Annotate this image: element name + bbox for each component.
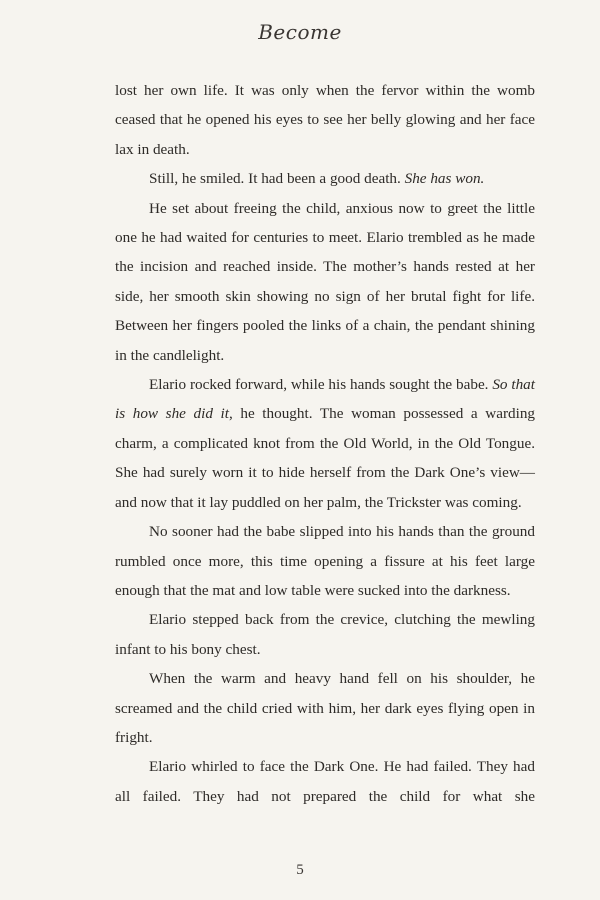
text-run: He set about freeing the child, anxious now to greet the little one he had waited for centuries to meet. Elario trembled as he made the incision and reached inside. The mother’s hands rested at her side, her smooth skin showing no sign of her brutal fight for life. Between her fingers pooled the links of a chain, the pendant shining in the candlelight. <box>115 199 535 364</box>
paragraph <box>115 517 535 605</box>
text-run: lost her own life. It was only when the fervor within the womb ceased that he opened his eyes to see her belly glowing and her face lax in death. <box>115 82 535 158</box>
text-run: Elario rocked forward, while his hands sought the babe. <box>149 376 493 394</box>
text-run: When the warm and heavy hand fell on his shoulder, he screamed and the child cried with him, her dark eyes flying open in fright. <box>115 670 535 746</box>
paragraph <box>115 605 535 664</box>
italic-text-run: So that is how she did it <box>115 376 535 423</box>
text-run: Elario whirled to face the Dark One. He had failed. They had all failed. They had not prepared the child for what she <box>115 758 535 805</box>
page-number: 5 <box>296 862 304 878</box>
text-run: No sooner had the babe slipped into his hands than the ground rumbled once more, this time opening a fissure at his feet large enough that the mat and low table were sucked into the darkness. <box>115 523 535 599</box>
paragraph <box>115 370 535 517</box>
paragraph <box>115 76 535 164</box>
text-run: , he thought. The woman possessed a warding charm, a complicated knot from the Old World, in the Old Tongue. She had surely worn it to hide herself from the Dark One’s view—and now that it lay puddled on her palm, the Trickster was coming. <box>115 405 536 511</box>
running-head: Become <box>258 20 342 44</box>
text-run: Elario stepped back from the crevice, clutching the mewling infant to his bony chest. <box>115 611 535 658</box>
paragraph <box>115 164 535 193</box>
body-text <box>115 76 535 811</box>
paragraph <box>115 194 535 370</box>
paragraph <box>115 752 535 811</box>
italic-text-run: She has won. <box>404 170 485 188</box>
paragraph <box>115 664 535 752</box>
text-run: Still, he smiled. It had been a good death. <box>149 170 405 188</box>
